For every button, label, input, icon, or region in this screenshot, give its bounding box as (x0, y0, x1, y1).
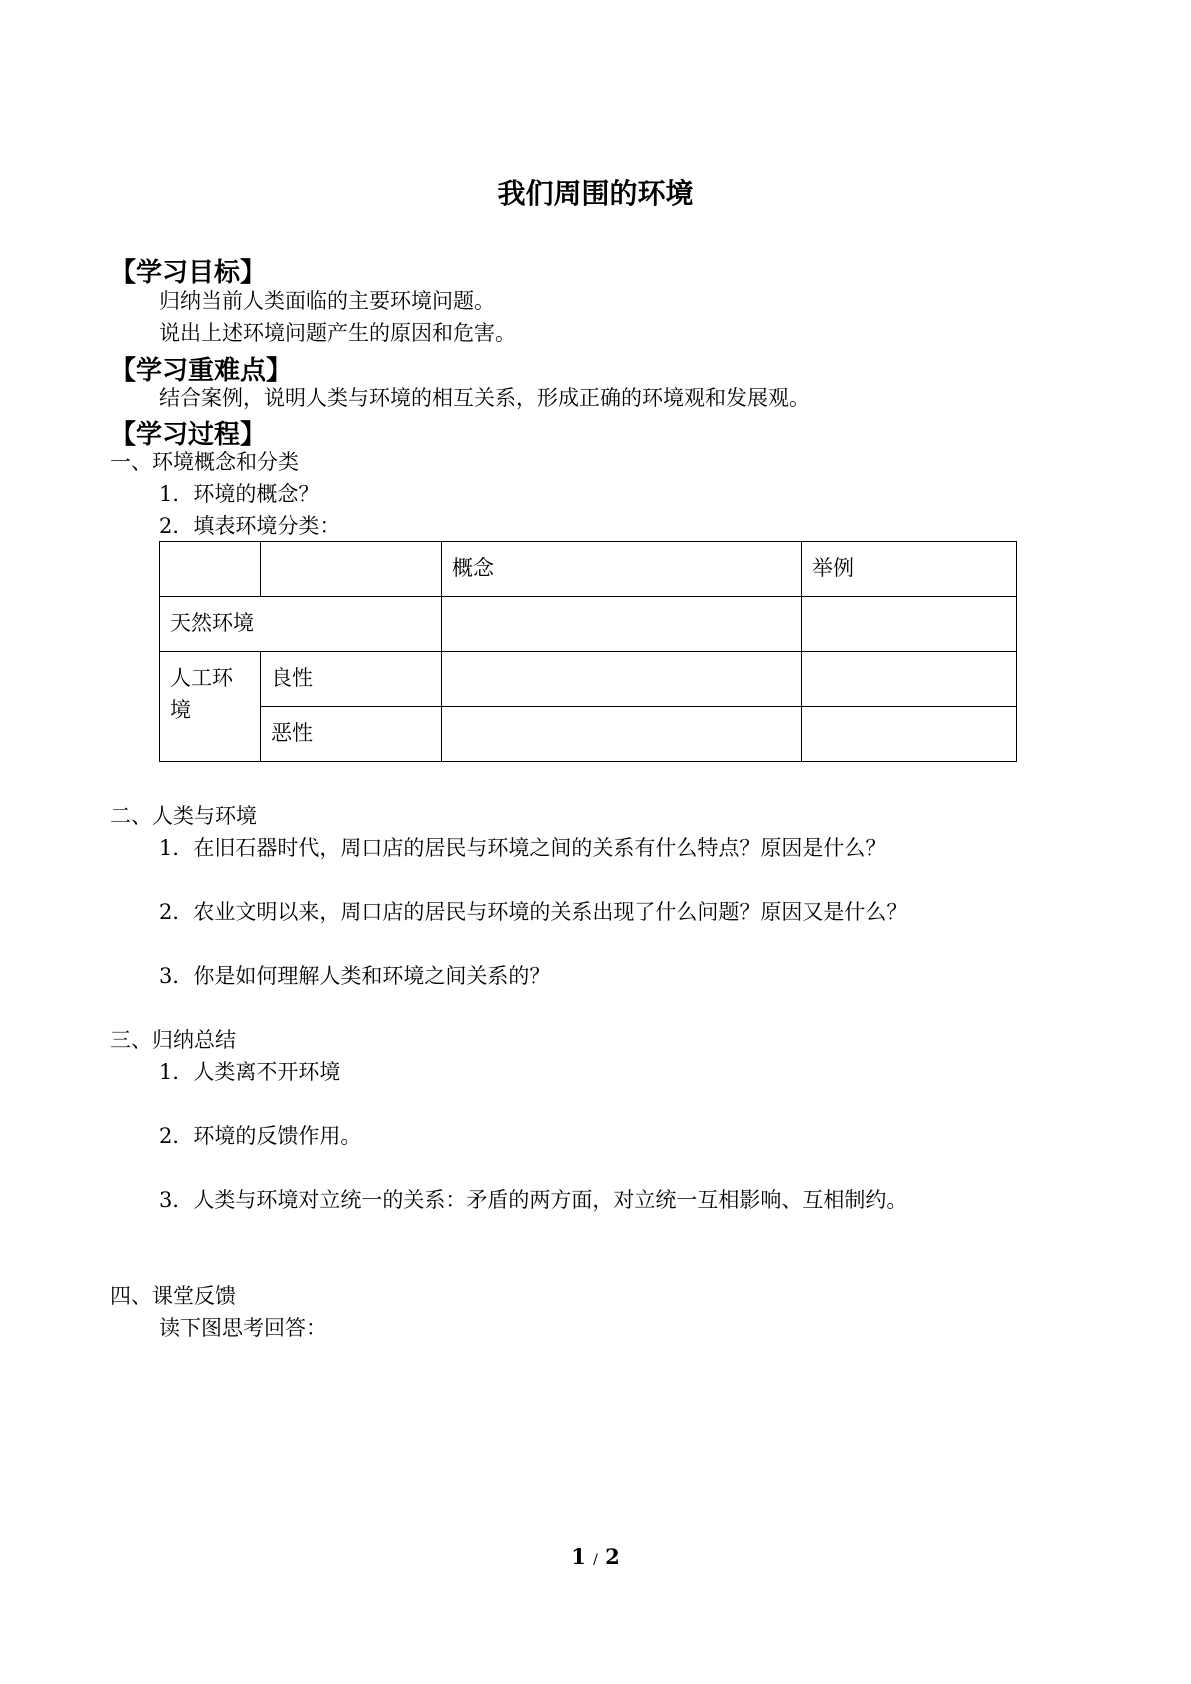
objectives-heading: 【学习目标】 (110, 258, 267, 288)
table-cell-blank (802, 652, 1017, 707)
part3-point-3: 3．人类与环境对立统一的关系：矛盾的两方面，对立统一互相影响、互相制约。 (159, 1188, 908, 1212)
page-separator: / (593, 1552, 598, 1568)
part4-heading: 四、课堂反馈 (110, 1284, 236, 1308)
process-heading: 【学习过程】 (110, 420, 267, 450)
table-cell-blank (802, 597, 1017, 652)
table-header-concept: 概念 (442, 542, 802, 597)
objective-item-2: 说出上述环境问题产生的原因和危害。 (159, 321, 516, 345)
table-header-example: 举例 (802, 542, 1017, 597)
page-title: 我们周围的环境 (497, 177, 694, 210)
table-cell-natural-environment: 天然环境 (160, 597, 442, 652)
part2-question-1: 1．在旧石器时代，周口店的居民与环境之间的关系有什么特点？原因是什么？ (159, 836, 887, 860)
part4-text: 读下图思考回答： (159, 1316, 327, 1340)
page-number (0, 1544, 1191, 1569)
table-cell-artificial-environment: 人工环境 (160, 652, 261, 762)
table-cell-blank (442, 707, 802, 762)
table-cell-empty (160, 542, 261, 597)
page-total: 2 (605, 1544, 620, 1569)
table-cell-benign: 良性 (261, 652, 442, 707)
table-cell-blank (442, 652, 802, 707)
table-row-natural (160, 597, 1017, 652)
table-cell-blank (802, 707, 1017, 762)
objective-item-1: 归纳当前人类面临的主要环境问题。 (159, 289, 495, 313)
part1-question-1: 1．环境的概念？ (159, 482, 320, 506)
key-points-heading: 【学习重难点】 (110, 356, 293, 386)
table-cell-empty (261, 542, 442, 597)
page-current: 1 (571, 1544, 586, 1569)
part2-question-3: 3．你是如何理解人类和环境之间关系的？ (159, 964, 551, 988)
part3-point-1: 1．人类离不开环境 (159, 1060, 341, 1084)
part2-heading: 二、人类与环境 (110, 804, 257, 828)
environment-classification-table (159, 541, 1017, 762)
table-row-artificial-benign (160, 652, 1017, 707)
table-cell-blank (442, 597, 802, 652)
part2-question-2: 2．农业文明以来，周口店的居民与环境的关系出现了什么问题？原因又是什么？ (159, 900, 908, 924)
key-points-text: 结合案例，说明人类与环境的相互关系，形成正确的环境观和发展观。 (159, 386, 810, 410)
part1-heading: 一、环境概念和分类 (110, 450, 299, 474)
table-cell-malignant: 恶性 (261, 707, 442, 762)
table-header-row (160, 542, 1017, 597)
part3-heading: 三、归纳总结 (110, 1028, 236, 1052)
table-row-artificial-malignant (160, 707, 1017, 762)
part1-question-2: 2．填表环境分类： (159, 514, 341, 538)
part3-point-2: 2．环境的反馈作用。 (159, 1124, 362, 1148)
